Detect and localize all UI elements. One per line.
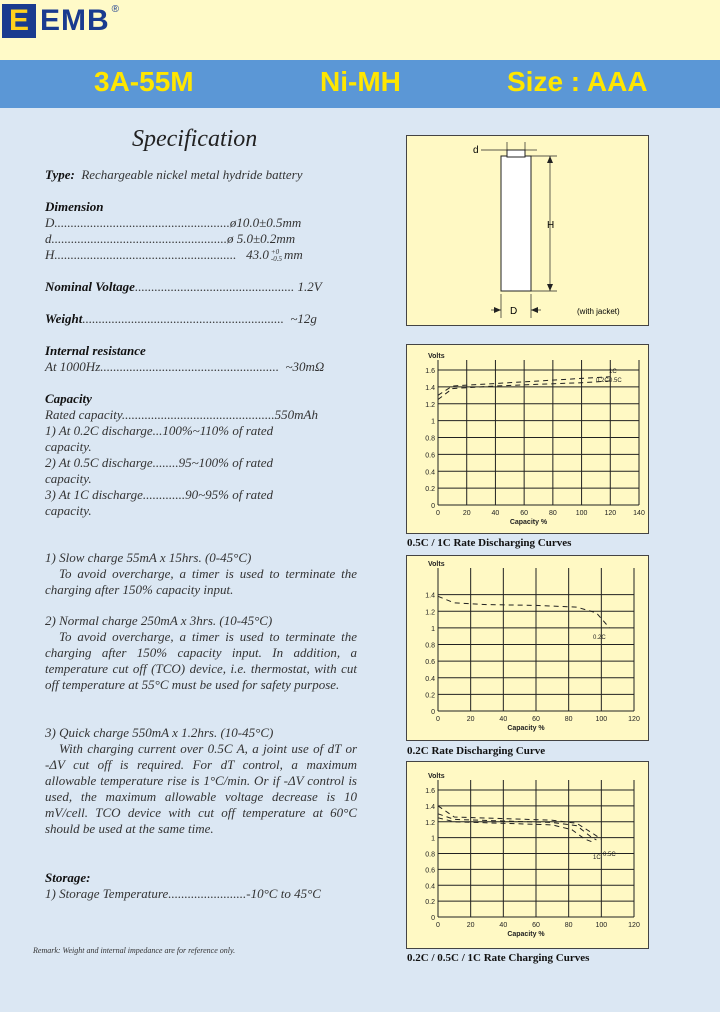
series-0.2C-line bbox=[438, 596, 610, 628]
rated-name: Rated capacity bbox=[45, 407, 122, 422]
weight-value: ~12g bbox=[290, 311, 317, 326]
y-tick-label: 1.4 bbox=[425, 384, 435, 392]
x-tick-label: 0 bbox=[436, 716, 440, 723]
curve-label: 0.2C bbox=[596, 378, 609, 384]
y-tick-label: 0.6 bbox=[425, 659, 435, 667]
chart-2-plot bbox=[407, 762, 648, 948]
x-tick-label: 100 bbox=[595, 716, 608, 723]
x-axis-title: Capacity % bbox=[507, 931, 545, 938]
series-0.2C-line bbox=[438, 806, 601, 839]
dim-value: ø10.0±0.5mm bbox=[229, 215, 302, 230]
y-axis-title: Volts bbox=[428, 773, 445, 780]
curve-label: 0.5C bbox=[603, 852, 616, 858]
y-tick-label: 0.8 bbox=[425, 435, 435, 443]
dim-value: ø 5.0±0.2mm bbox=[227, 231, 296, 246]
y-tick-label: 0 bbox=[431, 915, 435, 922]
chart-2-caption: 0.2C / 0.5C / 1C Rate Charging Curves bbox=[407, 952, 590, 964]
battery-terminal bbox=[507, 150, 525, 157]
storage-heading: Storage: bbox=[45, 870, 91, 885]
chemistry-title: Ni-MH bbox=[320, 66, 401, 97]
y-tick-label: 1.6 bbox=[425, 368, 435, 375]
y-tick-label: 1 bbox=[431, 835, 435, 843]
y-tick-label: 1.2 bbox=[425, 401, 435, 409]
x-tick-label: 120 bbox=[628, 716, 640, 723]
y-tick-label: 1 bbox=[431, 418, 435, 426]
dimension-row-H bbox=[45, 247, 303, 263]
x-tick-label: 0 bbox=[436, 510, 440, 517]
dim-leader: ........................................................ bbox=[54, 247, 237, 262]
y-tick-label: 0.8 bbox=[425, 642, 435, 650]
d-label: d bbox=[473, 145, 479, 156]
rated-capacity-row bbox=[45, 407, 318, 423]
dim-leader: ...................................................... bbox=[54, 215, 230, 230]
x-tick-label: 100 bbox=[595, 922, 608, 929]
y-tick-label: 0 bbox=[431, 503, 435, 510]
jacket-note: (with jacket) bbox=[577, 307, 620, 316]
nominal-voltage-row bbox=[45, 279, 322, 295]
x-axis-title: Capacity % bbox=[509, 519, 548, 526]
dim-value: 43.0 bbox=[246, 247, 269, 262]
logo-text: EMB bbox=[40, 4, 110, 37]
quick-charge-title: 3) Quick charge 550mA x 1.2hrs. (10-45°C) bbox=[45, 725, 274, 740]
y-tick-label: 0.4 bbox=[425, 883, 435, 891]
dimension-row-D bbox=[45, 215, 301, 231]
tol-plus: +0 bbox=[270, 248, 280, 257]
y-tick-label: 0.2 bbox=[425, 692, 435, 700]
y-tick-label: 1.4 bbox=[425, 592, 435, 600]
ir-name: At 1000Hz bbox=[45, 359, 101, 374]
slow-charge-body: To avoid overcharge, a timer is used to terminate the charging after 150% capacity input. bbox=[45, 566, 357, 597]
x-tick-label: 80 bbox=[564, 716, 573, 723]
x-tick-label: 120 bbox=[628, 922, 640, 929]
normal-charge-title: 2) Normal charge 250mA x 3hrs. (10-45°C) bbox=[45, 613, 273, 628]
x-tick-label: 60 bbox=[532, 922, 540, 929]
curve-label: 0.2C bbox=[593, 635, 606, 641]
y-tick-label: 1.4 bbox=[425, 803, 435, 811]
chart-1 bbox=[406, 555, 649, 741]
y-tick-label: 1.6 bbox=[425, 788, 435, 795]
y-tick-label: 0.8 bbox=[425, 851, 435, 859]
ir-value: ~30mΩ bbox=[285, 359, 325, 374]
leader: ....................................................... bbox=[100, 359, 279, 374]
x-tick-label: 40 bbox=[499, 922, 508, 929]
y-tick-label: 0 bbox=[431, 709, 435, 716]
x-tick-label: 140 bbox=[633, 510, 645, 517]
type-value: Rechargeable nickel metal hydride battery bbox=[81, 167, 303, 182]
y-tick-label: 0.6 bbox=[425, 452, 435, 460]
type-row bbox=[45, 167, 303, 183]
dimension-row-d bbox=[45, 231, 295, 247]
x-tick-label: 20 bbox=[466, 922, 475, 929]
nominal-voltage-label: Nominal Voltage bbox=[45, 279, 135, 294]
chart-0-plot bbox=[407, 345, 648, 533]
rated-value: 550mAh bbox=[274, 407, 318, 422]
internal-resistance-row bbox=[45, 359, 324, 375]
x-tick-label: 20 bbox=[462, 510, 471, 517]
x-tick-label: 40 bbox=[499, 716, 508, 723]
y-tick-label: 0.2 bbox=[425, 486, 435, 494]
quick-charge-body: With charging current over 0.5C A, a joint use of dT or -ΔV cut off is required. For dT control, a maximum allowable temperature rise is 1°C/min. Or if -ΔV control is used, the maximum allowable voltage decrease is 10 mV/cell. TCO device with cut off temperature at 60°C should be used at the same time. bbox=[45, 741, 357, 836]
capacity-line: capacity. bbox=[45, 471, 92, 486]
battery-diagram bbox=[406, 135, 649, 326]
y-tick-label: 1.2 bbox=[425, 819, 435, 827]
storage-line: 1) Storage Temperature........................-10°C to 45°C bbox=[45, 886, 321, 901]
x-tick-label: 120 bbox=[604, 510, 617, 517]
capacity-line: capacity. bbox=[45, 439, 92, 454]
capacity-line: 2) At 0.5C discharge........95~100% of rated bbox=[45, 455, 274, 470]
x-tick-label: 0 bbox=[436, 922, 440, 929]
dim-name: D bbox=[45, 215, 55, 230]
curve-label: 1C bbox=[593, 855, 601, 861]
curve-label: 1C bbox=[609, 369, 617, 375]
nominal-voltage-value: 1.2V bbox=[297, 279, 322, 294]
chart-2 bbox=[406, 761, 649, 949]
size-title: Size : AAA bbox=[507, 66, 648, 97]
remark: Remark: Weight and internal impedance are for reference only. bbox=[33, 946, 236, 955]
y-tick-label: 0.4 bbox=[425, 675, 435, 683]
capacity-line: 1) At 0.2C discharge...100%~110% of rated bbox=[45, 423, 274, 438]
leader: ............................................... bbox=[121, 407, 275, 422]
chart-1-plot bbox=[407, 556, 648, 740]
curve-label: 0.5C bbox=[609, 378, 622, 384]
y-tick-label: 0.4 bbox=[425, 469, 435, 477]
y-axis-title: Volts bbox=[428, 561, 445, 568]
x-tick-label: 60 bbox=[520, 510, 529, 517]
y-tick-label: 0.6 bbox=[425, 867, 435, 875]
x-tick-label: 100 bbox=[575, 510, 588, 517]
H-label: H bbox=[547, 220, 555, 231]
slow-charge-title: 1) Slow charge 55mA x 15hrs. (0-45°C) bbox=[45, 550, 252, 565]
registered-mark: ® bbox=[111, 4, 120, 15]
capacity-line: capacity. bbox=[45, 503, 92, 518]
battery-drawing bbox=[407, 136, 648, 325]
x-tick-label: 80 bbox=[564, 922, 573, 929]
capacity-heading: Capacity bbox=[45, 391, 92, 406]
chart-0 bbox=[406, 344, 649, 534]
battery-body bbox=[501, 156, 531, 291]
dim-leader: ...................................................... bbox=[51, 231, 227, 246]
dim-name: H bbox=[45, 247, 55, 262]
y-tick-label: 1.2 bbox=[425, 609, 435, 617]
y-tick-label: 1 bbox=[431, 625, 435, 633]
x-tick-label: 40 bbox=[491, 510, 500, 517]
y-axis-title: Volts bbox=[428, 353, 445, 360]
leader: .............................................................. bbox=[82, 311, 284, 326]
leader: ................................................. bbox=[134, 279, 295, 294]
normal-charge-body: To avoid overcharge, a timer is used to terminate the charging after 150% capacity input. In addition, a temperature cut off (TCO) device, i.e. thermostat, with cut off temperature at 55°C must be used for safety purpose. bbox=[45, 629, 357, 692]
y-tick-label: 0.2 bbox=[425, 899, 435, 907]
internal-resistance-heading: Internal resistance bbox=[45, 343, 146, 358]
x-tick-label: 80 bbox=[548, 510, 557, 517]
dim-unit: mm bbox=[283, 247, 303, 262]
chart-1-caption: 0.2C Rate Discharging Curve bbox=[407, 745, 546, 757]
x-tick-label: 20 bbox=[466, 716, 475, 723]
x-tick-label: 60 bbox=[532, 716, 540, 723]
page-title: Specification bbox=[132, 126, 258, 152]
logo-mark: E bbox=[2, 4, 36, 38]
x-axis-title: Capacity % bbox=[507, 725, 545, 732]
model-title: 3A-55M bbox=[94, 66, 194, 97]
weight-label: Weight bbox=[45, 311, 83, 326]
dim-name: d bbox=[45, 231, 52, 246]
type-label: Type: bbox=[45, 167, 75, 182]
capacity-line: 3) At 1C discharge.............90~95% of rated bbox=[45, 487, 274, 502]
weight-row bbox=[45, 311, 317, 327]
tol-minus: -0.5 bbox=[270, 255, 282, 264]
dimension-heading: Dimension bbox=[45, 199, 104, 214]
top-banner bbox=[0, 0, 720, 60]
brand-logo bbox=[2, 4, 119, 38]
D-label: D bbox=[510, 306, 518, 317]
chart-0-caption: 0.5C / 1C Rate Discharging Curves bbox=[407, 537, 572, 549]
